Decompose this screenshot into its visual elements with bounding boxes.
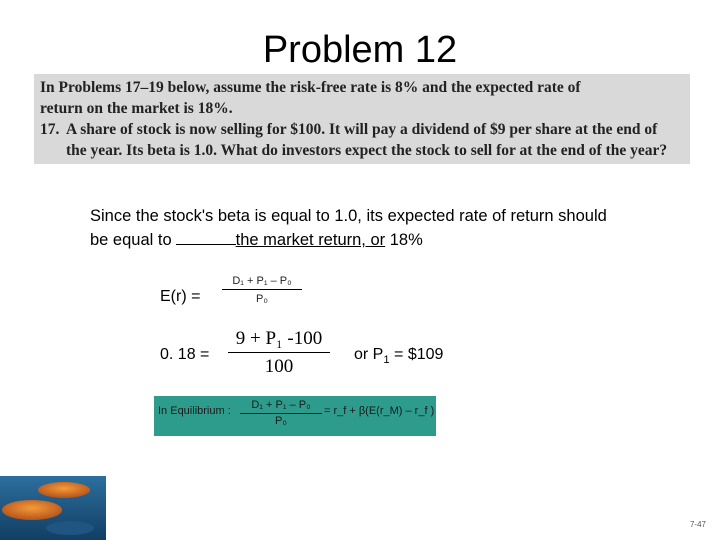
explanation-line-2	[90, 228, 720, 252]
equilibrium-label: In Equilibrium :	[158, 405, 231, 417]
problem-intro-line-1: In Problems 17–19 below, assume the risk-free rate is 8% and the expected rate of	[40, 79, 581, 96]
result-prefix: or P	[354, 346, 384, 363]
equilibrium-equation-box	[154, 396, 436, 436]
fill-in-answer: the market return, or	[235, 231, 386, 249]
problem-number: 17.	[40, 121, 60, 138]
expected-return-fraction	[222, 274, 302, 306]
equilibrium-numerator: D₁ + P₁ – P₀	[251, 399, 311, 411]
equation-label: 0. 18 =	[160, 346, 210, 363]
equilibrium-denominator: P₀	[275, 415, 287, 427]
problem-intro-line-2: return on the market is 18%.	[40, 100, 233, 117]
explanation-prefix: be equal to	[90, 231, 172, 249]
fraction-numerator: D₁ + P₁ – P₀	[232, 275, 292, 287]
problem-question-line-2: the year. Its beta is 1.0. What do investors expect the stock to sell for at the end of the year?	[66, 142, 668, 159]
equation-denominator: 100	[264, 356, 294, 377]
equilibrium-rhs: = r_f + β(E(r_M) – r_f )	[324, 405, 435, 417]
fraction-bar	[222, 289, 302, 290]
explanation-suffix: 18%	[385, 231, 423, 249]
explanation-line-1: Since the stock's beta is equal to 1.0, its expected rate of return should	[90, 207, 607, 225]
problem-text-box	[34, 74, 690, 164]
expected-return-label: E(r) =	[160, 288, 201, 305]
problem-question-text-1: A share of stock is now selling for $100. It will pay a dividend of $9 per share at the end of	[66, 121, 658, 138]
decorative-stones-image	[0, 476, 106, 540]
result-text	[354, 346, 443, 366]
equation-numerator: 9 + P₁ -100	[235, 328, 323, 349]
blank-line	[176, 228, 236, 245]
fraction-denominator: P₀	[256, 293, 268, 305]
slide-title: Problem 12	[262, 29, 458, 71]
result-subscript: 1	[383, 354, 390, 367]
equilibrium-fraction-bar	[240, 413, 322, 414]
result-value: = $109	[389, 346, 444, 363]
page-number: 7-47	[689, 520, 706, 529]
problem-question-line-1	[40, 119, 686, 140]
equilibrium-fraction	[240, 399, 322, 428]
equation-fraction-bar	[228, 352, 330, 353]
equation-fraction	[228, 328, 330, 378]
explanation-text	[90, 205, 720, 252]
